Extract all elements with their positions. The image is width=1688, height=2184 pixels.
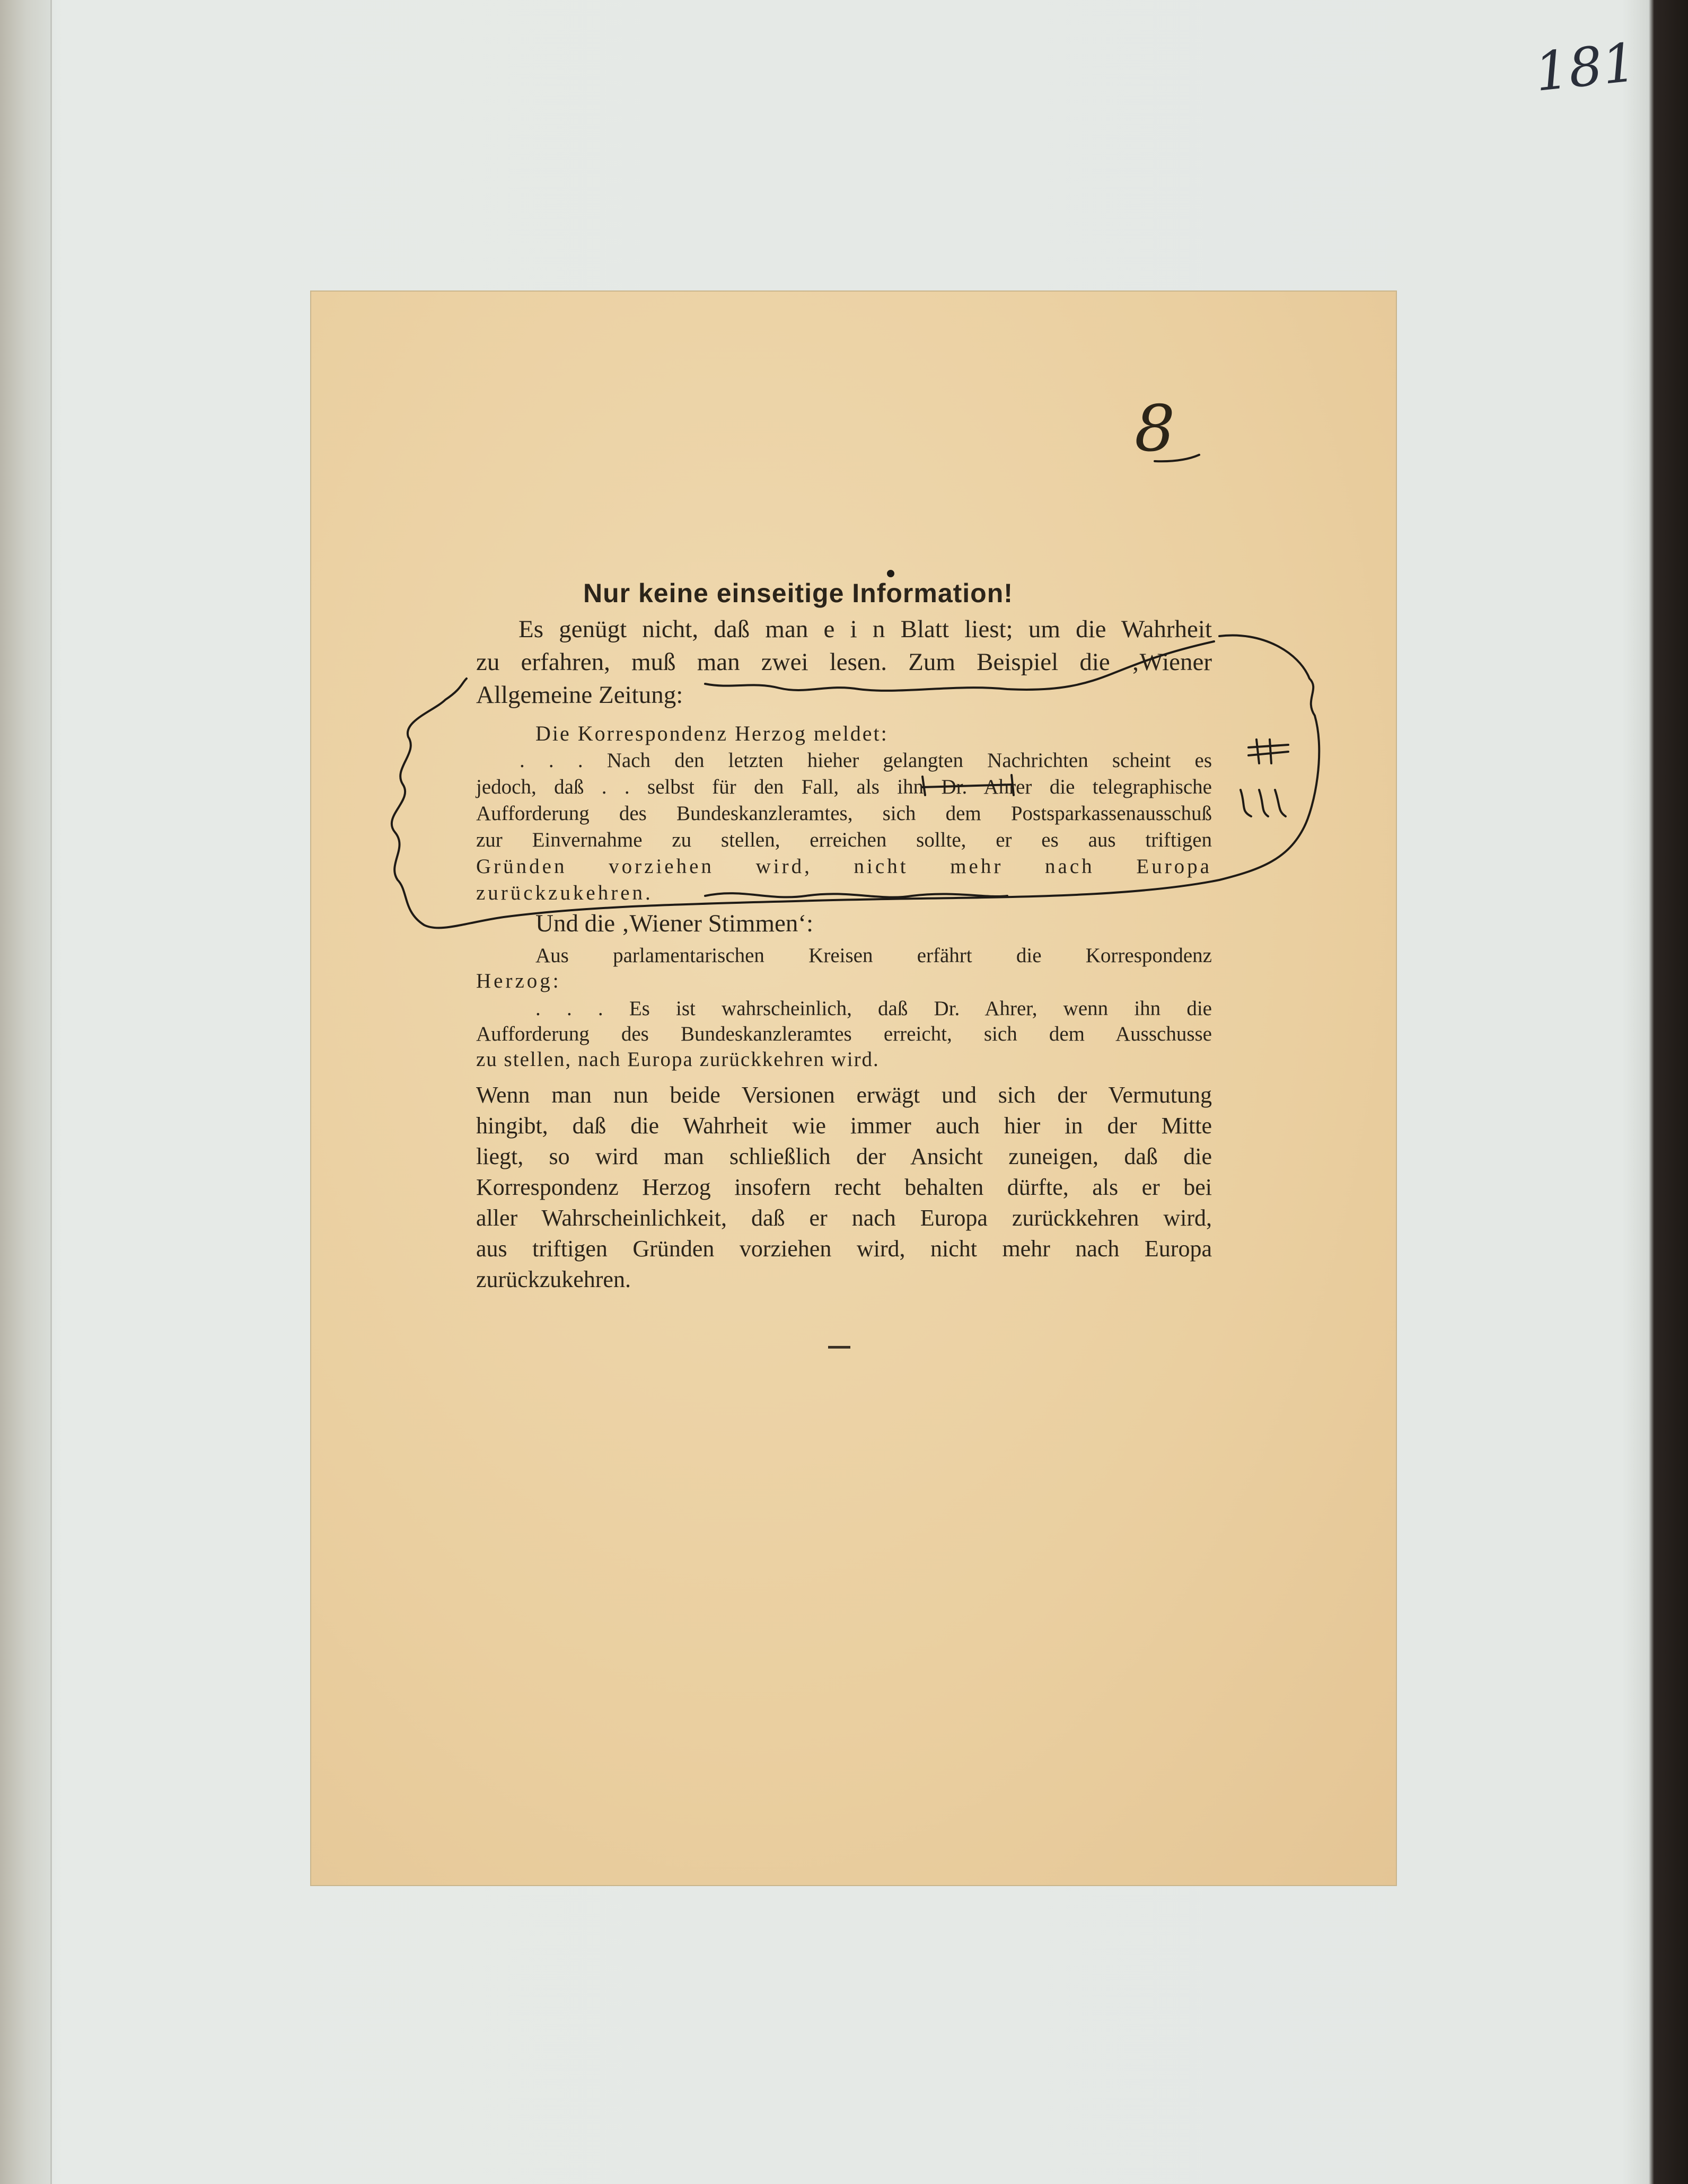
binding-edge: [0, 0, 52, 2184]
conclusion-line: liegt, so wird man schließlich der Ansicht zuneigen, daß die: [476, 1143, 1212, 1169]
quote1-line: Gründen vorziehen wird, nicht mehr nach Europa: [476, 855, 1212, 878]
conclusion-line: Korrespondenz Herzog insofern recht behalten dürfte, als er bei: [476, 1174, 1212, 1200]
quote1-line: Aufforderung des Bundeskanzleramtes, sich dem Postsparkassenausschuß: [476, 802, 1212, 825]
paragraph2: Und die ‚Wiener Stimmen‘:: [535, 910, 814, 937]
quote1-line: jedoch, daß . . selbst für den Fall, als ihn Dr. Ahrer die telegraphische: [476, 776, 1212, 798]
conclusion-line: hingibt, daß die Wahrheit wie immer auch hier in der Mitte: [476, 1113, 1212, 1139]
quote2-line: . . . Es ist wahrscheinlich, daß Dr. Ahrer, wenn ihn die: [535, 997, 1212, 1020]
quote2-intro-line: Aus parlamentarischen Kreisen erfährt die Korrespondenz: [535, 944, 1212, 967]
quote1-line: . . . Nach den letzten hieher gelangten Nachrichten scheint es: [520, 749, 1212, 772]
quote1-intro: Die Korrespondenz Herzog meldet:: [535, 721, 889, 745]
paragraph1-line: Es genügt nicht, daß man e i n Blatt liest; um die Wahrheit: [518, 615, 1212, 643]
closing-dash: [828, 1346, 850, 1349]
conclusion-line: zurückzukehren.: [476, 1266, 631, 1292]
conclusion-line: Wenn man nun beide Versionen erwägt und sich der Vermutung: [476, 1082, 1212, 1108]
quote2-line: Aufforderung des Bundeskanzleramtes erreicht, sich dem Ausschusse: [476, 1023, 1212, 1045]
album-page-number: 181: [1532, 31, 1639, 104]
conclusion-line: aus triftigen Gründen vorziehen wird, nicht mehr nach Europa: [476, 1236, 1212, 1262]
conclusion-line: aller Wahrscheinlichkeit, daß er nach Europa zurückkehren wird,: [476, 1205, 1212, 1231]
article-title: Nur keine einseitige Information!: [583, 578, 1013, 608]
sheet-number-annotation: 8: [1135, 392, 1175, 466]
quote2-intro-line: Herzog:: [476, 970, 561, 992]
quote1-line: zur Einvernahme zu stellen, erreichen sollte, er es aus triftigen: [476, 829, 1212, 851]
quote1-line: zurückzukehren.: [476, 882, 653, 904]
quote2-line: zu stellen, nach Europa zurückkehren wird.: [476, 1048, 880, 1071]
paragraph1-line: zu erfahren, muß man zwei lesen. Zum Beispiel die ‚Wiener: [476, 648, 1212, 676]
paragraph1-line: Allgemeine Zeitung:: [476, 681, 683, 709]
